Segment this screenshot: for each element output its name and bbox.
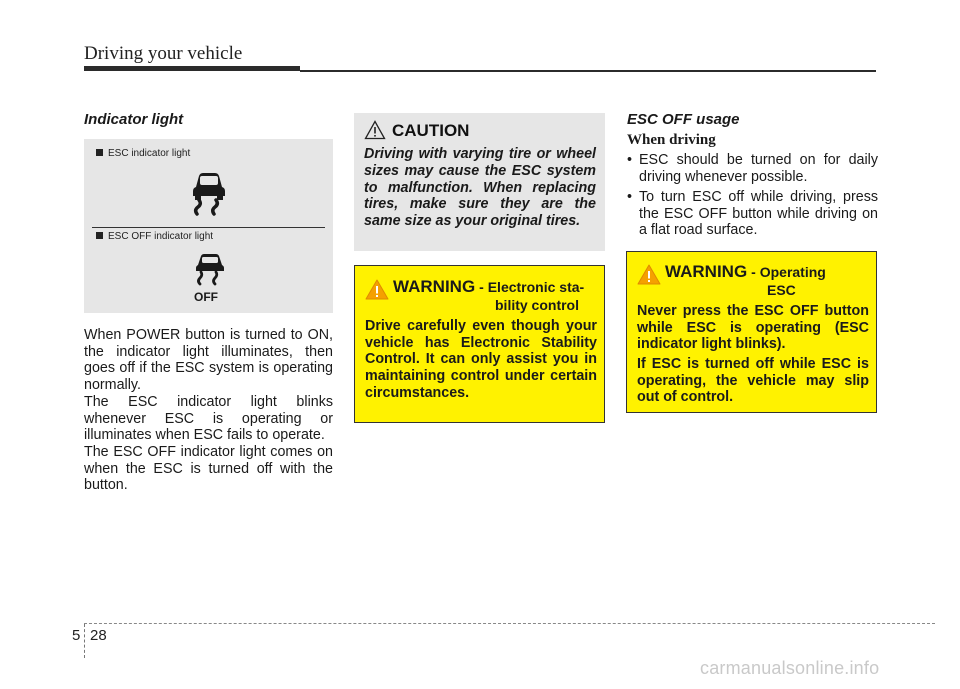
indicator-paragraph-3: The ESC OFF indicator light comes on when the ESC is turned off with the button. — [84, 444, 333, 494]
square-bullet-icon — [96, 149, 103, 156]
watermark: carmanualsonline.info — [700, 658, 880, 678]
header-rule — [300, 70, 876, 72]
warning-stability-subtitle-2: bility control — [495, 297, 579, 313]
bullet-dot: • — [627, 189, 633, 205]
indicator-divider — [92, 227, 325, 228]
caution-box — [354, 113, 605, 251]
warning-operating-paragraph-1: Never press the ESC OFF button while ESC is operating (ESC indicator light blinks). — [637, 303, 869, 353]
esc-indicator-label: ESC indicator light — [96, 148, 190, 159]
warning-stability-subtitle-1: - Electronic sta- — [479, 279, 585, 295]
esc-off-usage-heading: ESC OFF usage — [627, 111, 740, 128]
warning-operating-subtitle-2: ESC — [767, 282, 796, 298]
indicator-paragraph-1: When POWER button is turned to ON, the indicator light illuminates, then goes off if the ESC system is operating normally. — [84, 327, 333, 393]
chapter-number: 5 — [72, 627, 81, 644]
footer-rule — [84, 623, 935, 624]
warning-triangle-icon — [637, 264, 661, 285]
warning-operating-title: WARNING — [665, 262, 748, 281]
warning-triangle-icon — [365, 279, 389, 300]
warning-stability-heading — [393, 277, 584, 297]
esc-skid-car-icon — [184, 167, 234, 217]
indicator-paragraph-2: The ESC indicator light blinks whenever ESC is operating or illuminates when ESC fails to operate. — [84, 394, 333, 444]
indicator-figure — [84, 139, 333, 313]
esc-off-indicator-label: ESC OFF indicator light — [96, 231, 213, 242]
square-bullet-icon — [96, 232, 103, 239]
warning-operating-paragraph-2: If ESC is turned off while ESC is operating, the vehicle may slip out of control. — [637, 356, 869, 406]
page-header-title: Driving your vehicle — [84, 43, 243, 64]
off-text: OFF — [194, 290, 218, 304]
caution-text: Driving with varying tire or wheel sizes may cause the ESC system to malfunction. When replacing tires, make sure they are the same size as your original tires. — [364, 146, 596, 230]
warning-operating-heading — [665, 262, 826, 282]
footer-separator — [84, 624, 85, 658]
warning-stability-title: WARNING — [393, 277, 476, 296]
caution-triangle-icon — [364, 120, 386, 140]
caution-title: CAUTION — [392, 121, 470, 140]
bullet-dot: • — [627, 152, 633, 168]
warning-box-operating-esc — [626, 251, 877, 413]
list-item: • To turn ESC off while driving, press the ESC OFF button while driving on a flat road surface. — [627, 189, 878, 239]
warning-operating-subtitle-1: - Operating — [751, 264, 826, 280]
esc-off-car-icon — [188, 251, 232, 287]
indicator-light-heading: Indicator light — [84, 111, 184, 128]
header-bar — [84, 66, 300, 71]
warning-stability-text: Drive carefully even though your vehicle has Electronic Stability Control. It can only assist you in maintaining control under certain circumstances. — [365, 318, 597, 401]
page-number: 28 — [90, 627, 107, 644]
warning-box-stability-control — [354, 265, 605, 423]
when-driving-subheading: When driving — [627, 132, 716, 148]
list-item: • ESC should be turned on for daily driving whenever possible. — [627, 152, 878, 185]
